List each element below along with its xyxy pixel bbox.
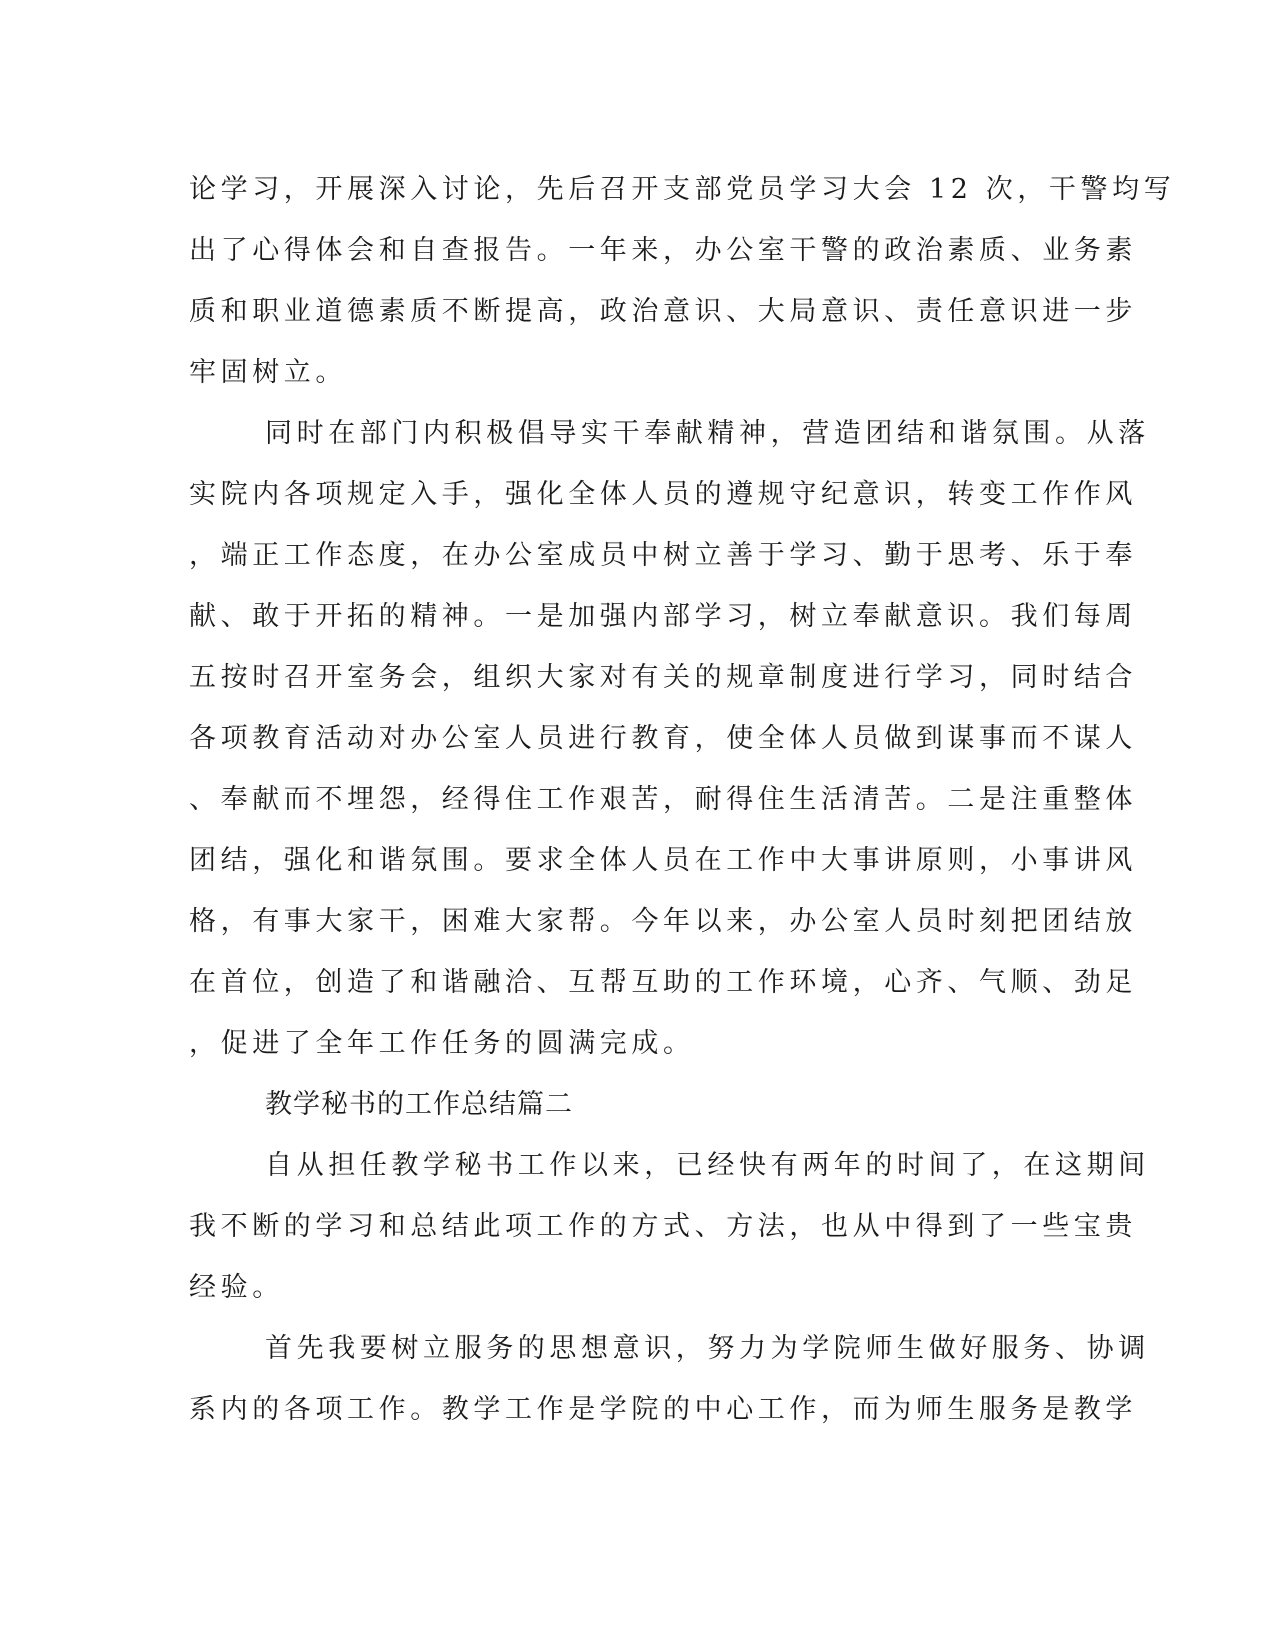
- text-line: 各项教育活动对办公室人员进行教育，使全体人员做到谋事而不谋人: [189, 723, 1137, 754]
- section-heading: 教学秘书的工作总结篇二: [265, 1089, 573, 1120]
- paragraph-first-line: 同时在部门内积极倡导实干奉献精神，营造团结和谐氛围。从落: [265, 418, 1150, 449]
- paragraph-first-line: 自从担任教学秘书工作以来，已经快有两年的时间了，在这期间: [265, 1150, 1150, 1181]
- paragraph-first-line: 首先我要树立服务的思想意识，努力为学院师生做好服务、协调: [265, 1333, 1150, 1364]
- text-line: 经验。: [189, 1272, 284, 1303]
- text-line: 献、敢于开拓的精神。一是加强内部学习，树立奉献意识。我们每周: [189, 601, 1137, 632]
- text-line: 论学习，开展深入讨论，先后召开支部党员学习大会 12 次，干警均写: [189, 174, 1176, 205]
- text-line: ，端正工作态度，在办公室成员中树立善于学习、勤于思考、乐于奉: [189, 540, 1137, 571]
- text-line: 、奉献而不埋怨，经得住工作艰苦，耐得住生活清苦。二是注重整体: [189, 784, 1137, 815]
- text-line: 我不断的学习和总结此项工作的方式、方法，也从中得到了一些宝贵: [189, 1211, 1137, 1242]
- text-line: 五按时召开室务会，组织大家对有关的规章制度进行学习，同时结合: [189, 662, 1137, 693]
- text-line: 质和职业道德素质不断提高，政治意识、大局意识、责任意识进一步: [189, 296, 1137, 327]
- text-line: 实院内各项规定入手，强化全体人员的遵规守纪意识，转变工作作风: [189, 479, 1137, 510]
- text-line: 系内的各项工作。教学工作是学院的中心工作，而为师生服务是教学: [189, 1394, 1137, 1425]
- text-line: 出了心得体会和自查报告。一年来，办公室干警的政治素质、业务素: [189, 235, 1137, 266]
- text-line: 牢固树立。: [189, 357, 347, 388]
- text-line: 格，有事大家干，困难大家帮。今年以来，办公室人员时刻把团结放: [189, 906, 1137, 937]
- text-line: 在首位，创造了和谐融洽、互帮互助的工作环境，心齐、气顺、劲足: [189, 967, 1137, 998]
- text-line: ，促进了全年工作任务的圆满完成。: [189, 1028, 695, 1059]
- text-line: 团结，强化和谐氛围。要求全体人员在工作中大事讲原则，小事讲风: [189, 845, 1137, 876]
